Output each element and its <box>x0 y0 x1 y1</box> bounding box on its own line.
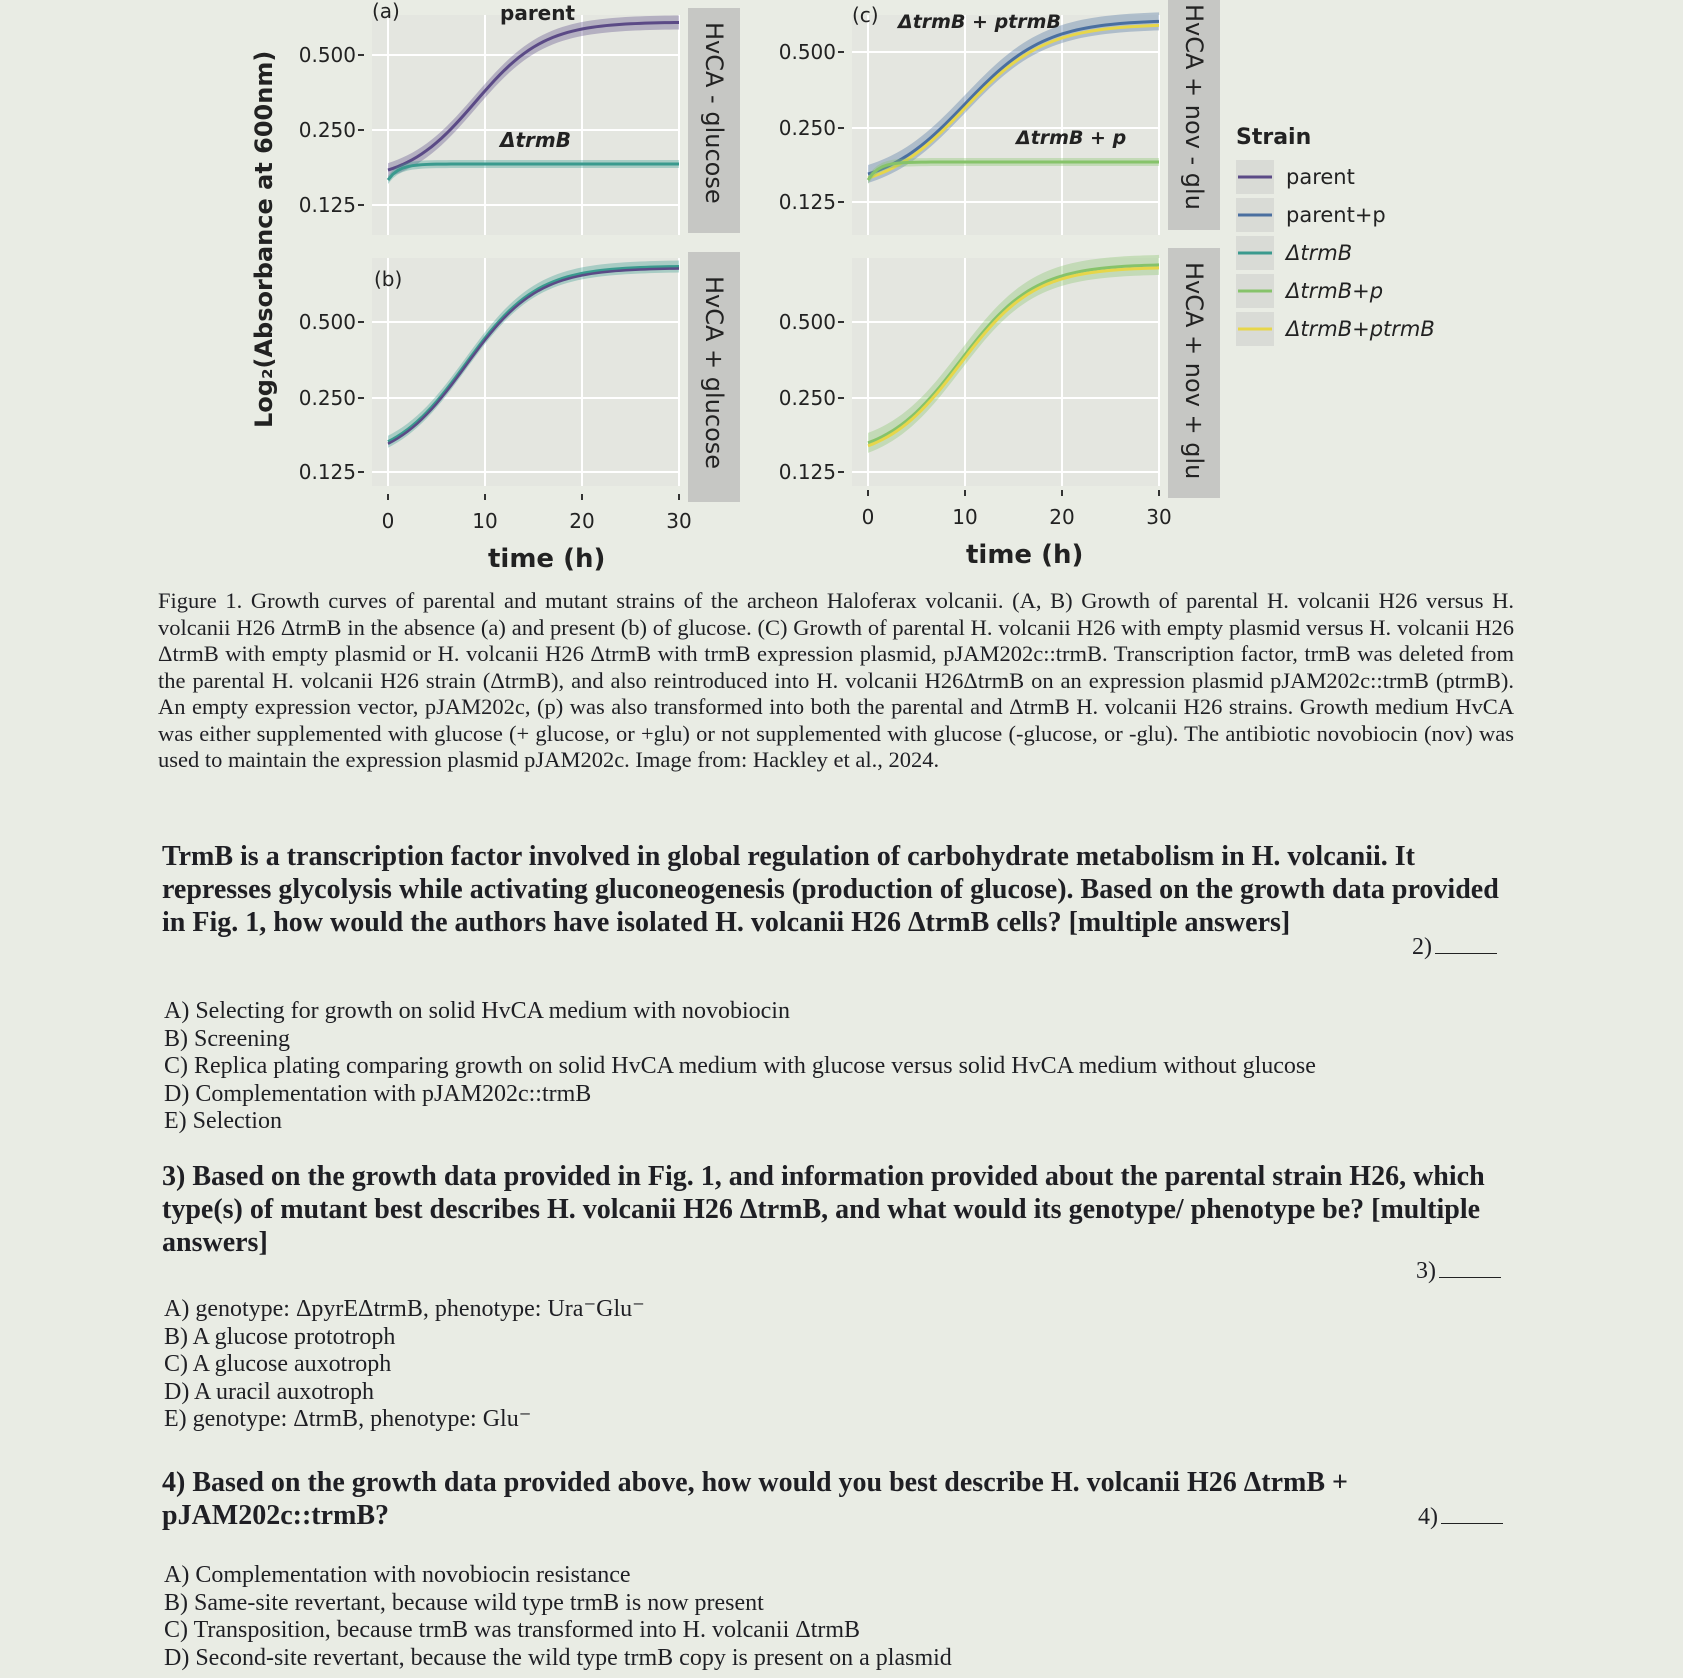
q4-option: A) Complementation with novobiocin resistance <box>164 1562 631 1588</box>
y-tick-label: 0.250 <box>778 116 836 140</box>
label-parent: parent <box>500 1 576 25</box>
answer-blank-4[interactable]: 4) <box>1418 1504 1503 1531</box>
q4-option: C) Transposition, because trmB was transformed into H. volcanii ΔtrmB <box>164 1617 861 1643</box>
x-tick-label: 30 <box>666 509 692 533</box>
label-dtrmb-ptrmb: ΔtrmB + ptrmB <box>898 11 1061 33</box>
question-3-options <box>164 1296 1564 1434</box>
strip-label-bottom-left: HvCA + glucose <box>700 276 728 470</box>
x-axis-title-left: time (h) <box>488 544 606 574</box>
y-tick-label: 0.500 <box>778 310 836 334</box>
x-tick-label: 10 <box>952 505 978 529</box>
answer-blank-2[interactable]: 2) <box>1412 934 1497 961</box>
y-tick-label: 0.125 <box>298 193 356 217</box>
question-2-options <box>164 998 1564 1136</box>
answer-blank-3[interactable]: 3) <box>1416 1258 1501 1285</box>
q3-option: E) genotype: ΔtrmB, phenotype: Glu⁻ <box>164 1406 532 1432</box>
legend-label: parent+p <box>1286 203 1386 227</box>
panel-c-bottom-plot <box>852 258 1160 486</box>
q2-option: A) Selecting for growth on solid HvCA medium with novobiocin <box>164 998 790 1024</box>
question-2-text: TrmB is a transcription factor involved in global regulation of carbohydrate metabolism in H. volcanii. It represses glycolysis while activating gluconeogenesis (production of glucose). Based on the growth data provided in Fig. 1, how would the authors have isolated H. volcanii H26 ΔtrmB cells? [multiple answers] <box>162 841 1499 938</box>
q2-option: D) Complementation with pJAM202c::trmB <box>164 1080 592 1107</box>
x-tick-label: 0 <box>861 505 875 529</box>
x-tick-label: 20 <box>1049 505 1075 529</box>
y-tick-label: 0.500 <box>778 40 836 64</box>
legend-label: parent <box>1286 165 1355 189</box>
legend-title: Strain <box>1236 125 1312 150</box>
question-4-options <box>164 1562 1564 1672</box>
strip-label-bottom-right: HvCA + nov + glu <box>1180 262 1208 480</box>
question-3-text: 3) Based on the growth data provided in Fig. 1, and information provided about the parental strain H26, which type(s) of mutant best describes H. volcanii H26 ΔtrmB, and what would its genotype/ phenotype be? [multiple answers] <box>162 1161 1485 1258</box>
q3-option: C) A glucose auxotroph <box>164 1351 392 1377</box>
q4-option: D) Second-site revertant, because the wild type trmB copy is present on a plasmid <box>164 1644 952 1671</box>
q2-option: B) Screening <box>164 1025 290 1052</box>
y-tick-label: 0.125 <box>778 460 836 484</box>
figure-caption: Figure 1. Growth curves of parental and mutant strains of the archeon Haloferax volcanii. (A, B) Growth of parental H. volcanii H26 versus H. volcanii H26 ΔtrmB in the absence (a) and present (b) of glucose. (C) Growth of parental H. volcanii H26 with empty plasmid versus H. volcanii H26 ΔtrmB with empty plasmid or H. volcanii H26 ΔtrmB with trmB expression plasmid, pJAM202c::trmB. Transcription factor, trmB was deleted from the parental H. volcanii H26 strain (ΔtrmB), and also reintroduced into H. volcanii H26ΔtrmB on an expression plasmid pJAM202c::trmB (ptrmB). An empty expression vector, pJAM202c, (p) was also transformed into both the parental and ΔtrmB H. volcanii H26 strains. Growth medium HvCA was either supplemented with glucose (+ glucose, or +glu) or not supplemented with glucose (-glucose, or -glu). The antibiotic novobiocin (nov) was used to maintain the expression plasmid pJAM202c. Image from: Hackley et al., 2024. <box>158 588 1514 772</box>
y-tick-label: 0.500 <box>298 310 356 334</box>
q3-option: A) genotype: ΔpyrEΔtrmB, phenotype: Ura⁻Glu⁻ <box>164 1296 645 1322</box>
panel-b-tag: (b) <box>374 267 403 291</box>
label-dtrmb: ΔtrmB <box>500 128 571 152</box>
x-axis-title-right: time (h) <box>966 540 1084 570</box>
y-tick-label: 0.250 <box>298 118 356 142</box>
q2-option: E) Selection <box>164 1108 282 1134</box>
q3-option: D) A uracil auxotroph <box>164 1378 374 1405</box>
x-tick-label: 20 <box>569 509 595 533</box>
x-tick-label: 10 <box>472 509 498 533</box>
strip-label-top-right: HvCA + nov - glu <box>1180 4 1208 210</box>
y-tick-label: 0.125 <box>778 190 836 214</box>
q2-option: C) Replica plating comparing growth on solid HvCA medium with glucose versus solid HvCA medium without glucose <box>164 1053 1316 1079</box>
y-tick-label: 0.250 <box>778 386 836 410</box>
legend-label: ΔtrmB+p <box>1286 279 1384 303</box>
strip-label-top-left: HvCA - glucose <box>700 22 728 204</box>
x-tick-label: 30 <box>1146 505 1172 529</box>
y-tick-label: 0.500 <box>298 43 356 67</box>
legend-label: ΔtrmB <box>1286 241 1353 265</box>
label-dtrmb-p: ΔtrmB + p <box>1016 127 1127 149</box>
q4-option: B) Same-site revertant, because wild type trmB is now present <box>164 1589 764 1616</box>
legend-label: ΔtrmB+ptrmB <box>1286 317 1435 341</box>
panel-c-tag: (c) <box>852 3 879 27</box>
y-tick-label: 0.250 <box>298 386 356 410</box>
x-tick-label: 0 <box>381 509 395 533</box>
question-4-text: 4) Based on the growth data provided above, how would you best describe H. volcanii H26 ΔtrmB + pJAM202c::trmB? <box>162 1467 1348 1531</box>
y-tick-label: 0.125 <box>298 460 356 484</box>
panel-a-tag: (a) <box>372 0 400 23</box>
growth-curve-figure <box>0 0 1683 580</box>
y-axis-title: Log₂(Absorbance at 600nm) <box>250 50 278 428</box>
q3-option: B) A glucose prototroph <box>164 1323 396 1350</box>
